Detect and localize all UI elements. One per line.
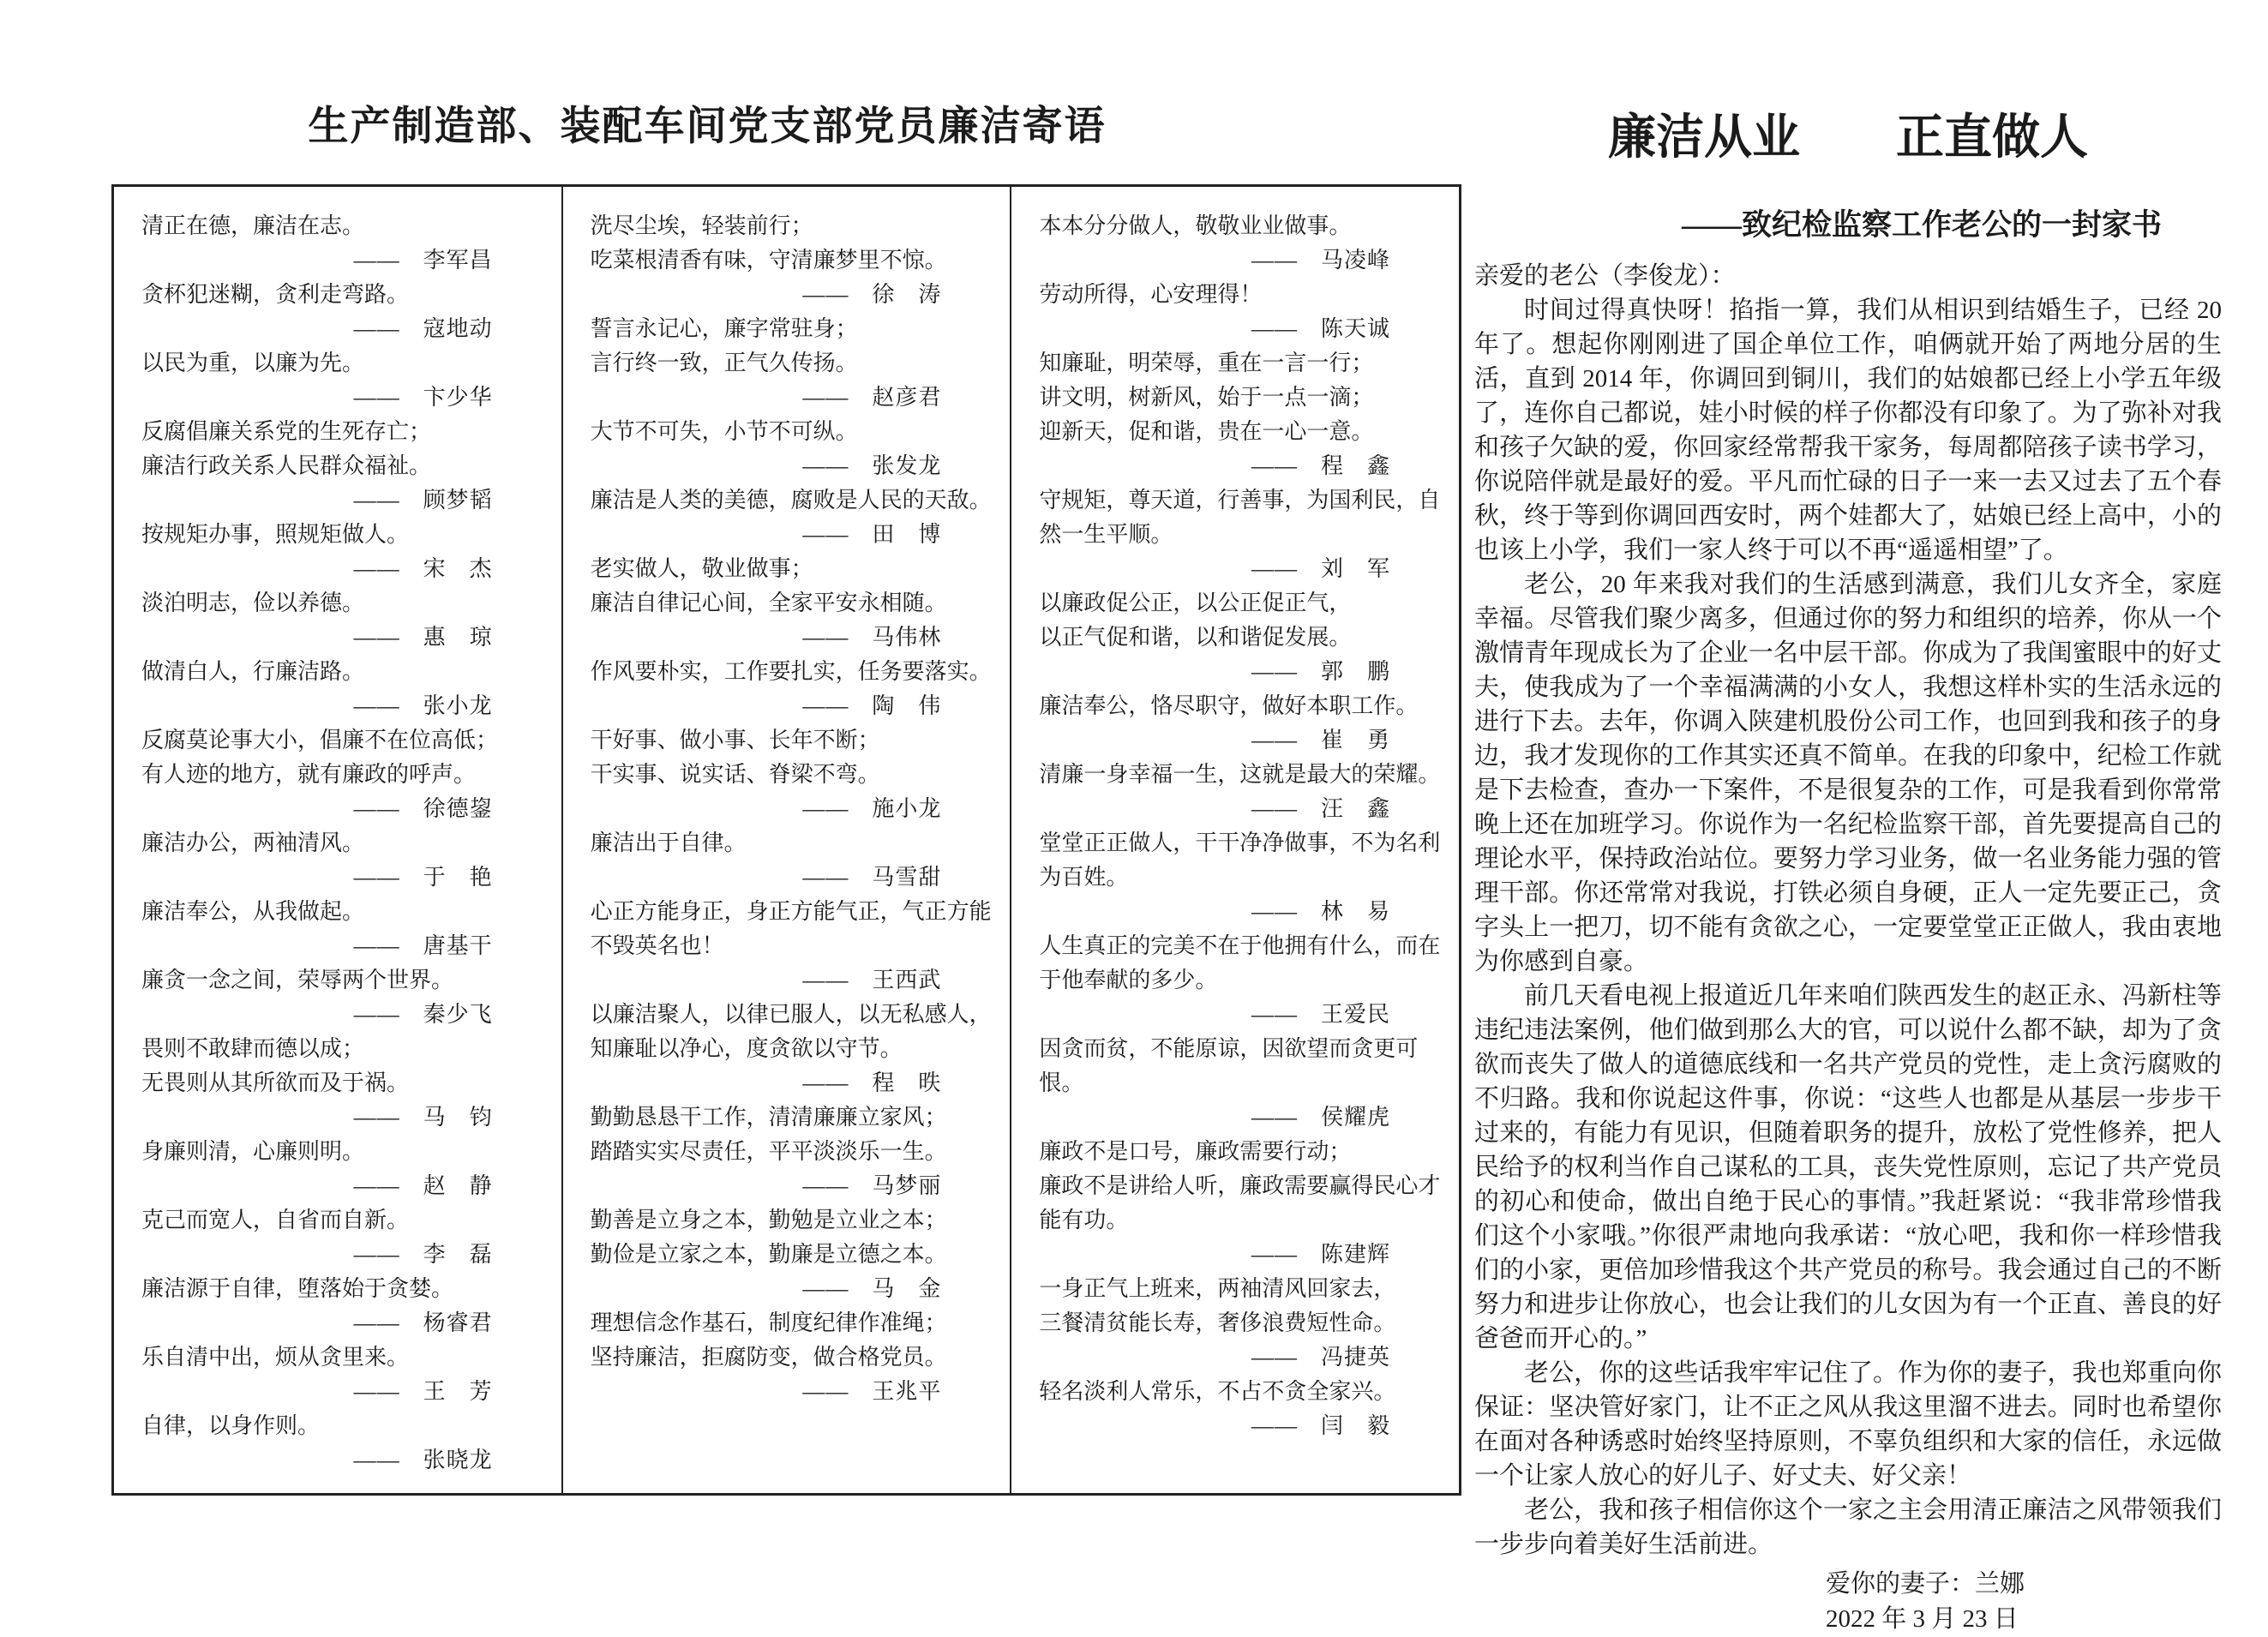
quote-author: —— 寇地动: [353, 316, 493, 341]
letter-paragraph: 老公，20 年来我对我们的生活感到满意，我们儿女齐全，家庭幸福。尽管我们聚少离多，但通过你的努力和组织的培养，你从一个激情青年现成长为了企业一名中层干部。你成为了我闺蜜眼中的好丈夫，使我成为了一个幸福满满的小女人，我想这样朴实的生活永远的进行下去。去年，你调入陕建机股份公司工作，也回到我和孩子的身边，我才发现你的工作其实还真不简单。在我的印象中，纪检工作就是下去检查，查办一下案件，不是很复杂的工作，可是我看到你常常晚上还在加班学习。你说作为一名纪检监察干部，首先要提高自己的理论水平，保持政治站位。要努力学习业务，做一名业务能力强的管理干部。你还常常对我说，打铁必须自身硬，正人一定先要正己，贪字头上一把刀，切不能有贪欲之心，一定要堂堂正正做人，我由衷地为你感到自豪。: [1474, 571, 2222, 975]
quote-column-2: [561, 187, 1011, 1493]
quote-author: —— 闫 毅: [1251, 1413, 1391, 1438]
quote-author: —— 张小龙: [353, 693, 493, 718]
quote-author: —— 马 金: [802, 1276, 942, 1301]
quote-line: 迎新天，促和谐，贵在一心一意。: [1039, 419, 1374, 444]
quote-line: 畏则不敢肆而德以成；: [141, 1036, 365, 1061]
quote-line: 无畏则从其所欲而及于祸。: [141, 1070, 410, 1095]
letter-signature: 爱你的妻子：兰娜: [1826, 1570, 2025, 1598]
quote-line: 老实做人，敬业做事；: [590, 556, 813, 581]
quote-line: 清廉一身幸福一生，这就是最大的荣耀。: [1039, 762, 1441, 787]
quote-author: —— 刘 军: [1251, 556, 1391, 581]
quote-line: 本本分分做人，敬敬业业做事。: [1039, 213, 1352, 238]
quote-board: [111, 184, 1461, 1496]
quote-line: 廉政不是口号，廉政需要行动；: [1039, 1139, 1352, 1164]
quote-author: —— 田 博: [802, 522, 942, 547]
quote-author: —— 程 鑫: [1251, 453, 1391, 478]
quote-line: 誓言永记心，廉字常驻身；: [590, 316, 858, 341]
quote-line: 勤善是立身之本，勤勉是立业之本；: [590, 1208, 947, 1232]
quote-line: 廉洁源于自律，堕落始于贪婪。: [141, 1276, 454, 1301]
quote-line: 以民为重，以廉为先。: [141, 351, 365, 375]
quote-author: —— 陶 伟: [802, 693, 942, 718]
quote-author: —— 张晓龙: [353, 1448, 493, 1472]
quote-line: 廉洁奉公，从我做起。: [141, 899, 365, 924]
quote-author: —— 汪 鑫: [1251, 796, 1391, 821]
quote-author: —— 秦少飞: [353, 1002, 493, 1027]
quote-author: —— 李军昌: [353, 248, 493, 273]
quote-line: 廉贪一念之间，荣辱两个世界。: [141, 968, 454, 992]
quote-author: —— 马伟林: [802, 625, 942, 650]
letter-paragraph: 老公，你的这些话我牢牢记住了。作为你的妻子，我也郑重向你保证：坚决管好家门，让不正之风从我这里溜不进去。同时也希望你在面对各种诱惑时始终坚持原则，不辜负组织和大家的信任，永远做一个让家人放心的好儿子、好丈夫、好父亲！: [1474, 1359, 2222, 1490]
quote-line: 做清白人，行廉洁路。: [141, 659, 365, 684]
quote-line: 知廉耻以净心，度贪欲以守节。: [590, 1036, 903, 1061]
quote-author: —— 陈建辉: [1251, 1242, 1391, 1267]
quote-line: 知廉耻，明荣辱，重在一言一行；: [1039, 351, 1374, 375]
quote-line: 三餐清贫能长寿，奢侈浪费短性命。: [1039, 1310, 1396, 1335]
quote-author: —— 冯捷英: [1251, 1345, 1391, 1370]
quote-line: 轻名淡利人常乐，不占不贪全家兴。: [1039, 1379, 1396, 1404]
quote-line: 以廉洁聚人，以律已服人，以无私感人，: [590, 1002, 992, 1027]
quote-line: 坚持廉洁，拒腐防变，做合格党员。: [590, 1345, 947, 1370]
letter-salutation: 亲爱的老公（李俊龙）：: [1474, 262, 1736, 290]
quote-author: —— 于 艳: [353, 865, 493, 890]
quote-author: —— 施小龙: [802, 796, 942, 821]
quote-line: 干好事、做小事、长年不断；: [590, 728, 880, 753]
quote-line: 以廉政促公正，以公正促正气，: [1039, 591, 1352, 615]
quote-column-3: [1010, 187, 1459, 1493]
quote-line: 以正气促和谐，以和谐促发展。: [1039, 625, 1352, 650]
quote-line: 廉洁出于自律。: [590, 830, 747, 855]
quote-line: 守规矩，尊天道，行善事，为国利民，自然一生平顺。: [1039, 488, 1441, 547]
quote-line: 贪杯犯迷糊，贪利走弯路。: [141, 282, 410, 307]
letter-paragraph: 老公，我和孩子相信你这个一家之主会用清正廉洁之风带领我们一步步向着美好生活前进。: [1474, 1496, 2222, 1558]
quote-line: 廉洁行政关系人民群众福祉。: [141, 453, 432, 478]
quote-line: 理想信念作基石，制度纪律作准绳；: [590, 1310, 947, 1335]
letter-subtitle: ——致纪检监察工作老公的一封家书: [1681, 208, 2162, 242]
quote-line: 淡泊明志，俭以养德。: [141, 591, 365, 615]
quote-author: —— 郭 鹏: [1251, 659, 1391, 684]
letter-signature-block: [1826, 1567, 2222, 1637]
quote-line: 言行终一致，正气久传扬。: [590, 351, 858, 375]
quote-line: 心正方能身正，身正方能气正，气正方能不毁英名也！: [590, 899, 992, 958]
quote-line: 作风要朴实，工作要扎实，任务要落实。: [590, 659, 992, 684]
quote-author: —— 马凌峰: [1251, 248, 1391, 273]
quote-author: —— 王兆平: [802, 1379, 942, 1404]
letter-title: 廉洁从业 正直做人: [1608, 111, 2088, 165]
quote-author: —— 李 磊: [353, 1242, 493, 1267]
quote-line: 廉洁是人类的美德，腐败是人民的天敌。: [590, 488, 992, 513]
quote-line: 讲文明，树新风，始于一点一滴；: [1039, 385, 1374, 410]
quote-line: 反腐莫论事大小，倡廉不在位高低；: [141, 728, 499, 753]
quote-author: —— 唐基干: [353, 933, 493, 958]
quote-line: 有人迹的地方，就有廉政的呼声。: [141, 762, 477, 787]
quote-author: —— 卞少华: [353, 385, 493, 410]
quote-author: —— 惠 琼: [353, 625, 493, 650]
quote-author: —— 王爱民: [1251, 1002, 1391, 1027]
quote-author: —— 程 昳: [802, 1070, 942, 1095]
quote-line: 劳动所得，心安理得！: [1039, 282, 1263, 307]
quote-line: 堂堂正正做人，干干净净做事，不为名利为百姓。: [1039, 830, 1441, 890]
quote-line: 乐自清中出，烦从贪里来。: [141, 1345, 410, 1370]
quote-line: 吃菜根清香有味，守清廉梦里不惊。: [590, 248, 947, 273]
quote-line: 身廉则清，心廉则明。: [141, 1139, 365, 1164]
quote-line: 大节不可失，小节不可纵。: [590, 419, 858, 444]
quote-author: —— 王西武: [802, 968, 942, 992]
quote-line: 勤勤恳恳干工作，清清廉廉立家风；: [590, 1105, 947, 1130]
quote-author: —— 杨睿君: [353, 1310, 493, 1335]
quote-line: 廉洁奉公，恪尽职守，做好本职工作。: [1039, 693, 1419, 718]
quote-line: 人生真正的完美不在于他拥有什么，而在于他奉献的多少。: [1039, 933, 1441, 992]
quote-line: 踏踏实实尽责任，平平淡淡乐一生。: [590, 1139, 947, 1164]
quote-author: —— 张发龙: [802, 453, 942, 478]
quote-author: —— 陈天诚: [1251, 316, 1391, 341]
quote-line: 自律，以身作则。: [141, 1413, 321, 1438]
board-title: 生产制造部、装配车间党支部党员廉洁寄语: [308, 105, 1107, 149]
quote-author: —— 王 芳: [353, 1379, 493, 1404]
quote-author: —— 赵 静: [353, 1173, 493, 1198]
quote-author: —— 赵彦君: [802, 385, 942, 410]
quote-line: 勤俭是立家之本，勤廉是立德之本。: [590, 1242, 947, 1267]
letter-paragraph: 时间过得真快呀！掐指一算，我们从相识到结婚生子，已经 20 年了。想起你刚刚进了国企单位工作，咱俩就开始了两地分居的生活，直到 2014 年，你调回到铜川，我们的姑娘都已经上小学五年级了，连你自己都说，娃小时候的样子你都没有印象了。为了弥补对我和孩子欠缺的爱，你回家经常帮我干家务，每周都陪孩子读书学习，你说陪伴就是最好的爱。平凡而忙碌的日子一来一去又过去了五个春秋，终于等到你调回西安时，两个娃都大了，姑娘已经上高中，小的也该上小学，我们一家人终于可以不再“遥遥相望”了。: [1474, 297, 2222, 564]
letter-date: 2022 年 3 月 23 日: [1826, 1605, 2019, 1633]
letter-body: [1474, 259, 2222, 1637]
quote-author: —— 侯耀虎: [1251, 1105, 1391, 1130]
quote-author: —— 宋 杰: [353, 556, 493, 581]
quote-line: 按规矩办事，照规矩做人。: [141, 522, 410, 547]
quote-line: 因贪而贫，不能原谅，因欲望而贪更可恨。: [1039, 1036, 1419, 1095]
quote-line: 干实事、说实话、脊梁不弯。: [590, 762, 880, 787]
quote-author: —— 顾梦韬: [353, 488, 493, 513]
quote-line: 克己而宽人，自省而自新。: [141, 1208, 410, 1232]
quote-line: 廉洁自律记心间，全家平安永相随。: [590, 591, 947, 615]
quote-line: 清正在德，廉洁在志。: [141, 213, 365, 238]
quote-author: —— 马梦丽: [802, 1173, 942, 1198]
letter-paragraph: 前几天看电视上报道近几年来咱们陕西发生的赵正永、冯新柱等违纪违法案例，他们做到那么大的官，可以说什么都不缺，却为了贪欲而丧失了做人的道德底线和一名共产党员的党性，走上贪污腐败的不归路。我和你说起这件事，你说：“这些人也都是从基层一步步干过来的，有能力有见识，但随着职务的提升，放松了党性修养，把人民给予的权利当作自己谋私的工具，丧失党性原则，忘记了共产党员的初心和使命，做出自绝于民心的事情。”我赶紧说：“我非常珍惜我们这个小家哦。”你很严肃地向我承诺：“放心吧，我和你一样珍惜我们的小家，更倍加珍惜我这个共产党员的称号。我会通过自己的不断努力和进步让你放心，也会让我们的儿女因为有一个正直、善良的好爸爸而开心的。”: [1474, 982, 2222, 1352]
quote-line: 一身正气上班来，两袖清风回家去，: [1039, 1276, 1396, 1301]
quote-line: 廉洁办公，两袖清风。: [141, 830, 365, 855]
quote-author: —— 林 易: [1251, 899, 1391, 924]
quote-line: 廉政不是讲给人听，廉政需要赢得民心才能有功。: [1039, 1173, 1441, 1232]
quote-author: —— 马 钧: [353, 1105, 493, 1130]
quote-line: 反腐倡廉关系党的生死存亡；: [141, 419, 432, 444]
quote-line: 洗尽尘埃，轻装前行；: [590, 213, 813, 238]
quote-author: —— 崔 勇: [1251, 728, 1391, 753]
quote-author: —— 马雪甜: [802, 865, 942, 890]
quote-author: —— 徐 涛: [802, 282, 942, 307]
quote-author: —— 徐德鋆: [353, 796, 493, 821]
quote-column-1: [114, 187, 561, 1493]
